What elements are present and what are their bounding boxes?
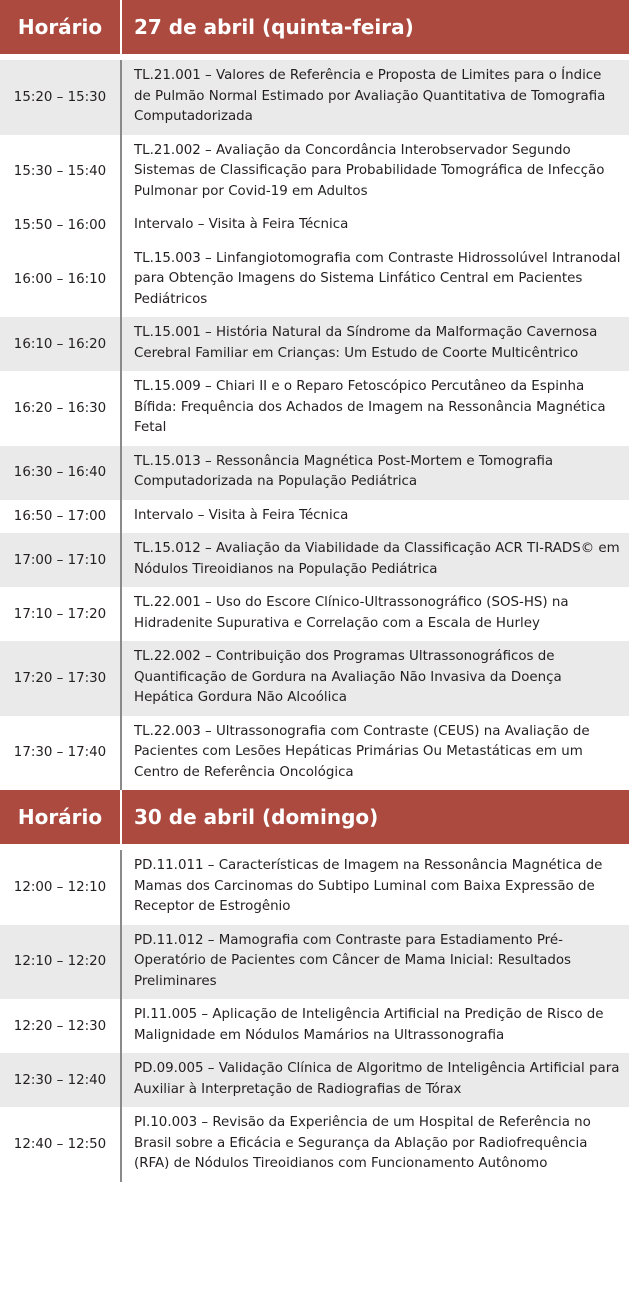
schedule-row xyxy=(0,371,629,446)
row-time: 15:20 – 15:30 xyxy=(0,60,122,135)
schedule-row xyxy=(0,209,629,243)
row-title: PI.11.005 – Aplicação de Inteligência Artificial na Predição de Risco de Malignidade em Nódulos Mamários na Ultrassonografia xyxy=(134,1007,604,1043)
row-time: 12:00 – 12:10 xyxy=(0,850,122,925)
row-title: PI.10.003 – Revisão da Experiência de um Hospital de Referência no Brasil sobre a Eficácia e Segurança da Ablação por Radiofrequência (RFA) de Nódulos Tireoidianos com Funcionamento Autônomo xyxy=(134,1115,591,1171)
row-time: 12:30 – 12:40 xyxy=(0,1053,122,1107)
row-title: TL.22.002 – Contribuição dos Programas Ultrassonográficos de Quantificação de Gordura na Avaliação Não Invasiva da Doença Hepática Gordura Não Alcoólica xyxy=(134,649,562,705)
schedule-row xyxy=(0,243,629,318)
row-time: 12:10 – 12:20 xyxy=(0,925,122,1000)
row-time: 16:00 – 16:10 xyxy=(0,243,122,318)
row-time: 17:10 – 17:20 xyxy=(0,587,122,641)
row-time: 16:20 – 16:30 xyxy=(0,371,122,446)
row-time: 16:50 – 17:00 xyxy=(0,500,122,534)
row-title: TL.15.009 – Chiari II e o Reparo Fetoscópico Percutâneo da Espinha Bífida: Frequência dos Achados de Imagem na Ressonância Magnética Fetal xyxy=(134,379,606,435)
section-header-27-april xyxy=(0,0,629,54)
row-title: TL.22.001 – Uso do Escore Clínico-Ultrassonográfico (SOS-HS) na Hidradenite Supurativa e Correlação com a Escala de Hurley xyxy=(134,595,569,631)
row-time: 16:10 – 16:20 xyxy=(0,317,122,371)
schedule-row xyxy=(0,641,629,716)
row-title: TL.15.013 – Ressonância Magnética Post-Mortem e Tomografia Computadorizada na População Pediátrica xyxy=(134,453,554,489)
row-title: PD.11.012 – Mamografia com Contraste para Estadiamento Pré-Operatório de Pacientes com Câncer de Mama Inicial: Resultados Preliminares xyxy=(134,932,572,989)
schedule-row xyxy=(0,317,629,371)
schedule-row xyxy=(0,1107,629,1182)
row-title: TL.15.012 – Avaliação da Viabilidade da Classificação ACR TI-RADS© em Nódulos Tireoidianos na População Pediátrica xyxy=(134,541,620,577)
row-title: TL.15.003 – Linfangiotomografia com Contraste Hidrossolúvel Intranodal para Obtenção Imagens do Sistema Linfático Central em Pacientes Pediátricos xyxy=(134,250,621,307)
row-time: 15:50 – 16:00 xyxy=(0,209,122,243)
row-title: PD.11.011 – Características de Imagem na Ressonância Magnética de Mamas dos Carcinomas do Subtipo Luminal com Baixa Expressão de Receptor de Estrogênio xyxy=(134,858,603,914)
schedule-row xyxy=(0,587,629,641)
schedule-row xyxy=(0,716,629,791)
row-title: TL.21.001 – Valores de Referência e Proposta de Limites para o Índice de Pulmão Normal Estimado por Avaliação Quantitativa de Tomografia Computadorizada xyxy=(134,68,606,124)
day-header: 30 de abril (domingo) xyxy=(134,805,379,829)
row-time: 17:00 – 17:10 xyxy=(0,533,122,587)
row-time: 17:20 – 17:30 xyxy=(0,641,122,716)
schedule-row xyxy=(0,500,629,534)
row-title: TL.22.003 – Ultrassonografia com Contraste (CEUS) na Avaliação de Pacientes com Lesões Hepáticas Primárias Ou Metastáticas em um Centro de Referência Oncológica xyxy=(134,723,590,780)
schedule-row xyxy=(0,999,629,1053)
section-header-30-april xyxy=(0,790,629,844)
row-time: 12:40 – 12:50 xyxy=(0,1107,122,1182)
schedule-row xyxy=(0,1053,629,1107)
row-time: 12:20 – 12:30 xyxy=(0,999,122,1053)
schedule-row xyxy=(0,925,629,1000)
time-column-header: Horário xyxy=(0,790,122,844)
schedule-row xyxy=(0,850,629,925)
time-column-header: Horário xyxy=(0,0,122,54)
row-title: PD.09.005 – Validação Clínica de Algoritmo de Inteligência Artificial para Auxiliar à Interpretação de Radiografias de Tórax xyxy=(134,1061,620,1097)
schedule-row xyxy=(0,446,629,500)
row-title: TL.21.002 – Avaliação da Concordância Interobservador Segundo Sistemas de Classificação para Probabilidade Tomográfica de Infecção Pulmonar por Covid-19 em Adultos xyxy=(134,142,605,199)
row-time: 16:30 – 16:40 xyxy=(0,446,122,500)
row-title: Intervalo – Visita à Feira Técnica xyxy=(134,507,349,523)
day-header: 27 de abril (quinta-feira) xyxy=(134,15,414,39)
row-time: 15:30 – 15:40 xyxy=(0,135,122,210)
schedule-row xyxy=(0,60,629,135)
row-time: 17:30 – 17:40 xyxy=(0,716,122,791)
schedule-row xyxy=(0,533,629,587)
row-title: Intervalo – Visita à Feira Técnica xyxy=(134,217,349,232)
row-title: TL.15.001 – História Natural da Síndrome da Malformação Cavernosa Cerebral Familiar em Crianças: Um Estudo de Coorte Multicêntrico xyxy=(134,325,598,361)
schedule-row xyxy=(0,135,629,210)
